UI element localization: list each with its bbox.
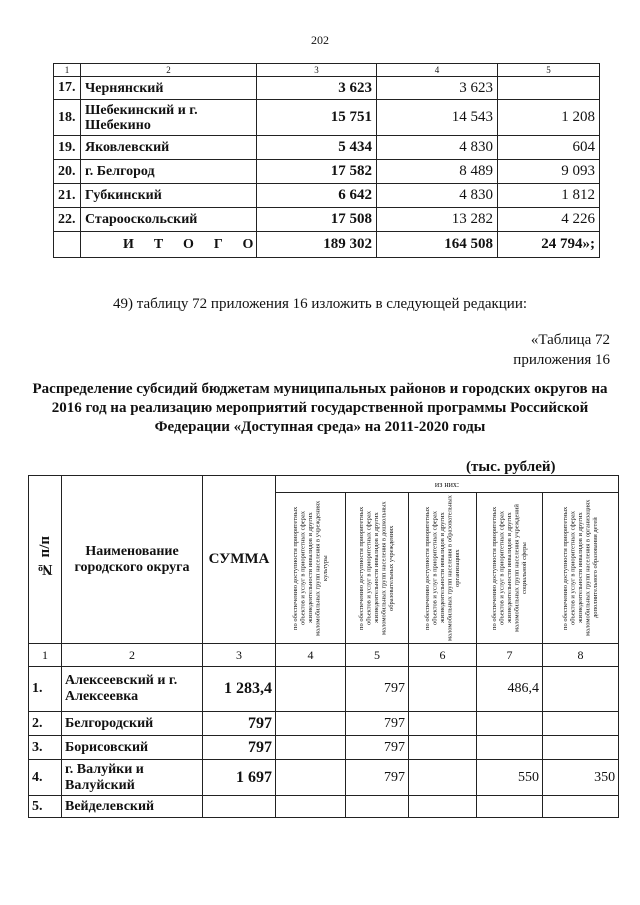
- table-reference: [513, 330, 610, 370]
- table-row: [29, 667, 619, 712]
- row-number: 3.: [29, 736, 62, 760]
- value-cell: [543, 796, 619, 818]
- district-name: Алексеевский и г. Алексеевка: [62, 667, 203, 712]
- total-row: [54, 232, 600, 258]
- index-cell: 1: [29, 644, 62, 667]
- col-sum-header: СУММА: [203, 476, 276, 644]
- table-row: [54, 136, 600, 160]
- subheader-cell: по обеспечению доступности приоритетных объектов и услуг в приоритетных сферах жизнедеятельности инвалидов и других маломобильных групп населения учреждений социальной сферы: [477, 493, 543, 644]
- value-cell: 4 830: [377, 184, 498, 208]
- row-number: 18.: [54, 100, 81, 136]
- index-cell: 2: [62, 644, 203, 667]
- value-cell: [409, 712, 477, 736]
- amendment-text: 49) таблицу 72 приложения 16 изложить в следующей редакции:: [112, 296, 528, 312]
- table-row: [54, 208, 600, 232]
- subheader-cell: по обеспечению доступности приоритетных объектов и услуг в приоритетных сферах жизнедеятельности инвалидов и других маломобильных групп населения в дошкольных образовательных учреждениях: [346, 493, 409, 644]
- district-name: Яковлевский: [81, 136, 257, 160]
- of-which-header: из них:: [276, 476, 619, 493]
- row-number: 20.: [54, 160, 81, 184]
- total-value: 6 642: [257, 184, 377, 208]
- header-cell: 4: [377, 64, 498, 77]
- value-cell: 604: [498, 136, 600, 160]
- row-number: 4.: [29, 760, 62, 796]
- index-cell: 7: [477, 644, 543, 667]
- index-cell: 4: [276, 644, 346, 667]
- value-cell: [276, 736, 346, 760]
- table-row: [54, 160, 600, 184]
- grand-total: 189 302: [257, 232, 377, 258]
- district-name: г. Белгород: [81, 160, 257, 184]
- table-row: [54, 77, 600, 100]
- sum-value: 1 283,4: [203, 667, 276, 712]
- row-number: 2.: [29, 712, 62, 736]
- header-cell: 2: [81, 64, 257, 77]
- value-cell: 797: [346, 667, 409, 712]
- total-value: 5 434: [257, 136, 377, 160]
- value-cell: [409, 736, 477, 760]
- value-cell: 9 093: [498, 160, 600, 184]
- district-name: Губкинский: [81, 184, 257, 208]
- index-row: [29, 644, 619, 667]
- col-name-header: Наименование городского округа: [62, 476, 203, 644]
- value-cell: 1 812: [498, 184, 600, 208]
- row-number: 19.: [54, 136, 81, 160]
- sum-value: [203, 796, 276, 818]
- total-label: ИТОГО: [81, 232, 257, 258]
- index-cell: 8: [543, 644, 619, 667]
- value-cell: [543, 736, 619, 760]
- value-cell: 797: [346, 712, 409, 736]
- row-number: 5.: [29, 796, 62, 818]
- value-cell: 350: [543, 760, 619, 796]
- value-cell: 4 830: [377, 136, 498, 160]
- value-cell: [477, 736, 543, 760]
- table-row: [29, 736, 619, 760]
- total-value: 15 751: [257, 100, 377, 136]
- table-title: Распределение субсидий бюджетам муниципальных районов и городских округов на 2016 год на реализацию мероприятий государственной программы Российской Федерации «Доступная среда» на 2011-2020 годы: [32, 381, 608, 435]
- value-cell: 797: [346, 736, 409, 760]
- subheader-cell: по обеспечению доступности приоритетных объектов и услуг в приоритетных сферах жизнедеятельности инвалидов и других маломобильных групп населения в образовательных организациях: [409, 493, 477, 644]
- table-row: [29, 712, 619, 736]
- value-cell: 1 208: [498, 100, 600, 136]
- header-cell: 5: [498, 64, 600, 77]
- header-cell: 3: [257, 64, 377, 77]
- value-cell: 486,4: [477, 667, 543, 712]
- value-cell: [409, 760, 477, 796]
- row-number: 17.: [54, 77, 81, 100]
- value-cell: [477, 796, 543, 818]
- table-row: [29, 760, 619, 796]
- page-number: 202: [311, 33, 329, 47]
- grand-total-col5: 24 794»;: [498, 232, 600, 258]
- total-value: 3 623: [257, 77, 377, 100]
- value-cell: 3 623: [377, 77, 498, 100]
- value-cell: 4 226: [498, 208, 600, 232]
- table-row: [29, 796, 619, 818]
- value-cell: [409, 667, 477, 712]
- index-cell: 6: [409, 644, 477, 667]
- district-name: Вейделевский: [62, 796, 203, 818]
- value-cell: 13 282: [377, 208, 498, 232]
- row-number: 1.: [29, 667, 62, 712]
- value-cell: [276, 667, 346, 712]
- value-cell: [276, 796, 346, 818]
- value-cell: [498, 77, 600, 100]
- subheader-cell: по обеспечению доступности приоритетных объектов и услуг в приоритетных сферах жизнедеятельности инвалидов и других маломобильных групп населения в учреждениях культуры: [276, 493, 346, 644]
- value-cell: 8 489: [377, 160, 498, 184]
- top-table: [53, 63, 600, 258]
- district-name: Белгородский: [62, 712, 203, 736]
- value-cell: [276, 712, 346, 736]
- total-value: 17 508: [257, 208, 377, 232]
- total-value: 17 582: [257, 160, 377, 184]
- value-cell: [477, 712, 543, 736]
- value-cell: [543, 712, 619, 736]
- value-cell: 550: [477, 760, 543, 796]
- header-row: [29, 476, 619, 493]
- subheader-cell: по обеспечению доступности приоритетных объектов и услуг в приоритетных сферах жизнедеятельности инвалидов и других маломобильных групп населения в организациях дополнительного образования детей: [543, 493, 619, 644]
- district-name: г. Валуйки и Валуйский: [62, 760, 203, 796]
- table-reference-line2: приложения 16: [513, 352, 610, 368]
- top-table-header-row: [54, 64, 600, 77]
- row-number: 21.: [54, 184, 81, 208]
- district-name: Чернянский: [81, 77, 257, 100]
- value-cell: [346, 796, 409, 818]
- index-cell: 5: [346, 644, 409, 667]
- district-name: Шебекинский и г. Шебекино: [81, 100, 257, 136]
- district-name: Борисовский: [62, 736, 203, 760]
- value-cell: [276, 760, 346, 796]
- table-row: [54, 184, 600, 208]
- grand-total-col4: 164 508: [377, 232, 498, 258]
- row-number: 22.: [54, 208, 81, 232]
- sum-value: 1 697: [203, 760, 276, 796]
- value-cell: 797: [346, 760, 409, 796]
- value-cell: 14 543: [377, 100, 498, 136]
- sum-value: 797: [203, 736, 276, 760]
- index-cell: 3: [203, 644, 276, 667]
- col-num-header: № п/п: [29, 476, 62, 644]
- value-cell: [409, 796, 477, 818]
- district-name: Старооскольский: [81, 208, 257, 232]
- header-cell: 1: [54, 64, 81, 77]
- sum-value: 797: [203, 712, 276, 736]
- table-reference-line1: «Таблица 72: [530, 332, 610, 348]
- units-label: (тыс. рублей): [466, 459, 556, 475]
- value-cell: [543, 667, 619, 712]
- subsidy-table: [28, 475, 619, 818]
- table-row: [54, 100, 600, 136]
